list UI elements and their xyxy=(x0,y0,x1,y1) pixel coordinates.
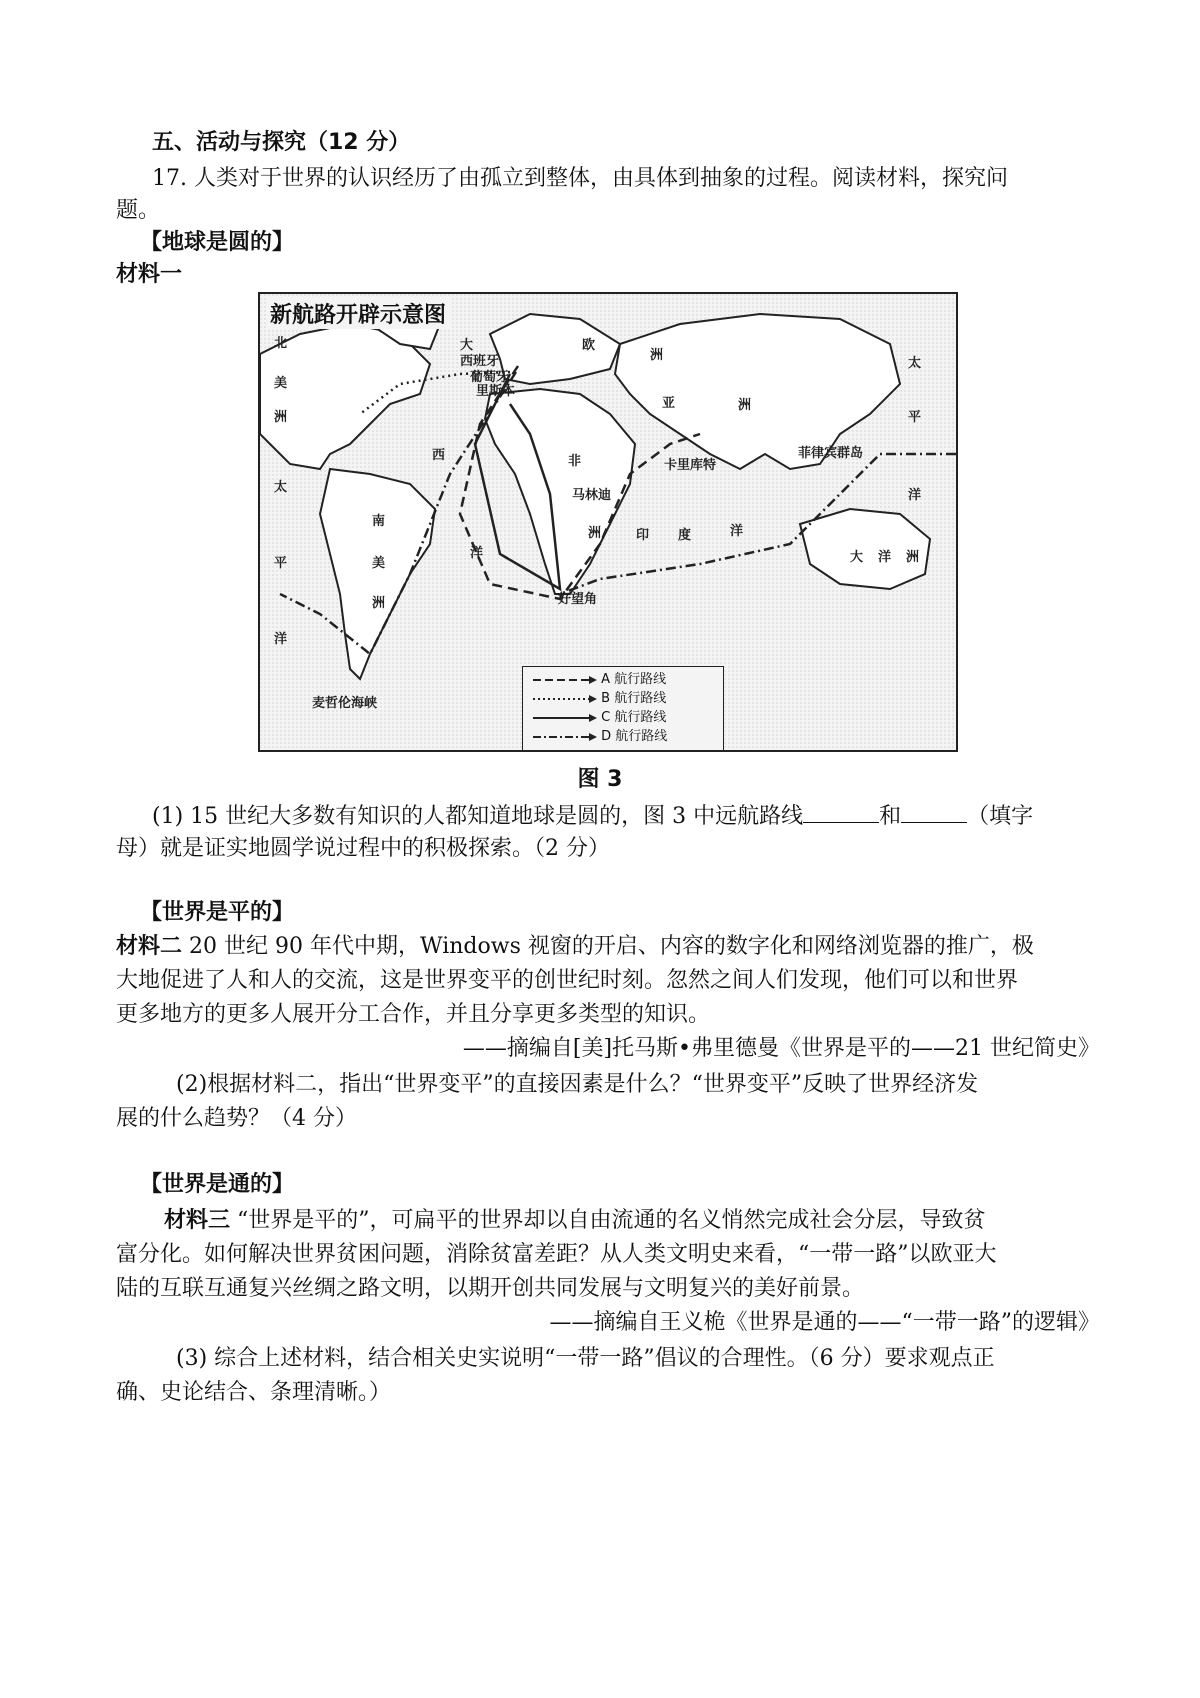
map-label-calicut: 卡里库特 xyxy=(664,458,717,473)
answer-blank-2[interactable] xyxy=(901,800,967,823)
part3-line3: 陆的互联互通复兴丝绸之路文明，以期开创共同发展与文明复兴的美好前景。 xyxy=(116,1276,865,1301)
map-label-pacific-right-3: 洋 xyxy=(908,488,922,503)
map-label-indian-3: 洋 xyxy=(730,524,744,539)
map-label-atlantic-2: 西 xyxy=(432,448,446,463)
part2-heading: 【世界是平的】 xyxy=(140,900,295,925)
question-3-line1: (3) 综合上述材料，结合相关史实说明“一带一路”倡议的合理性。（6 分）要求观点正 xyxy=(176,1346,995,1371)
map-label-spain: 西班牙 xyxy=(460,354,500,369)
legend-label-d: D 航行路线 xyxy=(601,729,668,744)
figure-caption: 图 3 xyxy=(577,767,623,792)
part2-material-label: 材料二 xyxy=(116,934,183,959)
map-label-cape: 好望角 xyxy=(558,592,598,607)
map-label-pacific-left-1: 太 xyxy=(274,480,288,495)
map-label-atlantic-3: 洋 xyxy=(470,546,484,561)
map-label-oceania-2: 洋 xyxy=(878,550,892,565)
map-label-oceania-3: 洲 xyxy=(906,550,920,565)
map-label-pacific-left-3: 洋 xyxy=(274,632,288,647)
map-label-pacific-right-2: 平 xyxy=(908,410,922,425)
question-1-prefix: (1) 15 世纪大多数有知识的人都知道地球是圆的，图 3 中远航路线 xyxy=(152,804,804,829)
question-1-suffix: （填字 xyxy=(967,804,1034,829)
map-label-asia-2: 洲 xyxy=(738,398,752,413)
map-label-philippines: 菲律宾群岛 xyxy=(798,446,864,461)
map-label-asia-1: 亚 xyxy=(662,396,676,411)
map-label-lisbon: 里斯本 xyxy=(476,384,516,399)
question-2-line2: 展的什么趋势？（4 分） xyxy=(116,1106,357,1131)
legend-item-a xyxy=(533,671,666,689)
q17-line1: 17. 人类对于世界的认识经历了由孤立到整体，由具体到抽象的过程。阅读材料，探究问 xyxy=(152,166,1008,191)
part3-text-line1: “世界是平的”，可扁平的世界却以自由流通的名义悄然完成社会分层，导致贫 xyxy=(230,1208,986,1233)
map-label-portugal: 葡萄牙 xyxy=(470,370,510,385)
q17-line2: 题。 xyxy=(116,198,161,223)
part1-material-label: 材料一 xyxy=(116,262,183,287)
map-label-magellan-strait: 麦哲伦海峡 xyxy=(312,696,378,711)
part3-heading: 【世界是通的】 xyxy=(140,1172,295,1197)
part2-text-line1: 20 世纪 90 年代中期，Windows 视窗的开启、内容的数字化和网络浏览器的推广，极 xyxy=(182,934,1034,959)
legend-item-c xyxy=(533,709,666,727)
part2-line1 xyxy=(116,932,1034,962)
legend-label-b: B 航行路线 xyxy=(601,691,667,706)
legend-item-b xyxy=(533,690,666,708)
map-label-north-america-2: 美 xyxy=(274,376,288,391)
map-label-pacific-right-1: 太 xyxy=(908,356,922,371)
question-1-line2: 母）就是证实地圆学说过程中的积极探索。（2 分） xyxy=(116,836,610,861)
map-label-south-america-1: 南 xyxy=(372,514,386,529)
legend-label-c: C 航行路线 xyxy=(601,710,667,725)
question-3-line2: 确、史论结合、条理清晰。） xyxy=(116,1380,392,1405)
map-label-malindi: 马林迪 xyxy=(572,488,612,503)
map-label-indian-1: 印 xyxy=(636,528,650,543)
map-label-europe-1: 欧 xyxy=(582,338,596,353)
map-label-south-america-3: 洲 xyxy=(372,596,386,611)
map-label-oceania-1: 大 xyxy=(850,550,864,565)
map-label-africa-1: 非 xyxy=(568,454,582,469)
legend-item-d xyxy=(533,728,667,746)
part3-line1 xyxy=(164,1206,986,1236)
legend-line-dashdot-icon xyxy=(533,732,597,742)
legend-line-solid-icon xyxy=(533,713,597,723)
legend-line-dashed-icon xyxy=(533,675,597,685)
part3-source: ——摘编自王义桅《世界是通的——“一带一路”的逻辑》 xyxy=(549,1310,1100,1335)
part3-line2: 富分化。如何解决世界贫困问题，消除贫富差距？从人类文明史来看，“一带一路”以欧亚大 xyxy=(116,1242,997,1267)
map-title: 新航路开辟示意图 xyxy=(266,298,450,329)
map-label-south-america-2: 美 xyxy=(372,556,386,571)
legend-line-dotted-icon xyxy=(533,694,597,704)
question-2-line1: (2)根据材料二，指出“世界变平”的直接因素是什么？“世界变平”反映了世界经济发 xyxy=(176,1072,979,1097)
part2-line2: 大地促进了人和人的交流，这是世界变平的创世纪时刻。忽然之间人们发现，他们可以和世界 xyxy=(116,968,1019,993)
map-legend xyxy=(522,666,724,752)
part2-line3: 更多地方的更多人展开分工合作，并且分享更多类型的知识。 xyxy=(116,1002,711,1027)
part1-heading: 【地球是圆的】 xyxy=(140,230,295,255)
voyage-map xyxy=(258,292,958,752)
question-1-line1 xyxy=(152,800,1033,832)
map-label-africa-2: 洲 xyxy=(588,526,602,541)
map-label-europe-2: 洲 xyxy=(650,348,664,363)
section-title: 五、活动与探究（12 分） xyxy=(152,130,411,155)
part3-material-label: 材料三 xyxy=(164,1208,231,1233)
map-label-pacific-left-2: 平 xyxy=(274,556,288,571)
part2-source: ——摘编自[美]托马斯•弗里德曼《世界是平的——21 世纪简史》 xyxy=(462,1036,1100,1061)
legend-label-a: A 航行路线 xyxy=(601,672,667,687)
map-label-north-america-3: 洲 xyxy=(274,410,288,425)
answer-blank-1[interactable] xyxy=(803,800,879,823)
map-label-atlantic-1: 大 xyxy=(460,338,474,353)
map-label-indian-2: 度 xyxy=(678,528,692,543)
question-1-middle: 和 xyxy=(879,804,902,829)
map-label-north-america-1: 北 xyxy=(274,336,288,351)
